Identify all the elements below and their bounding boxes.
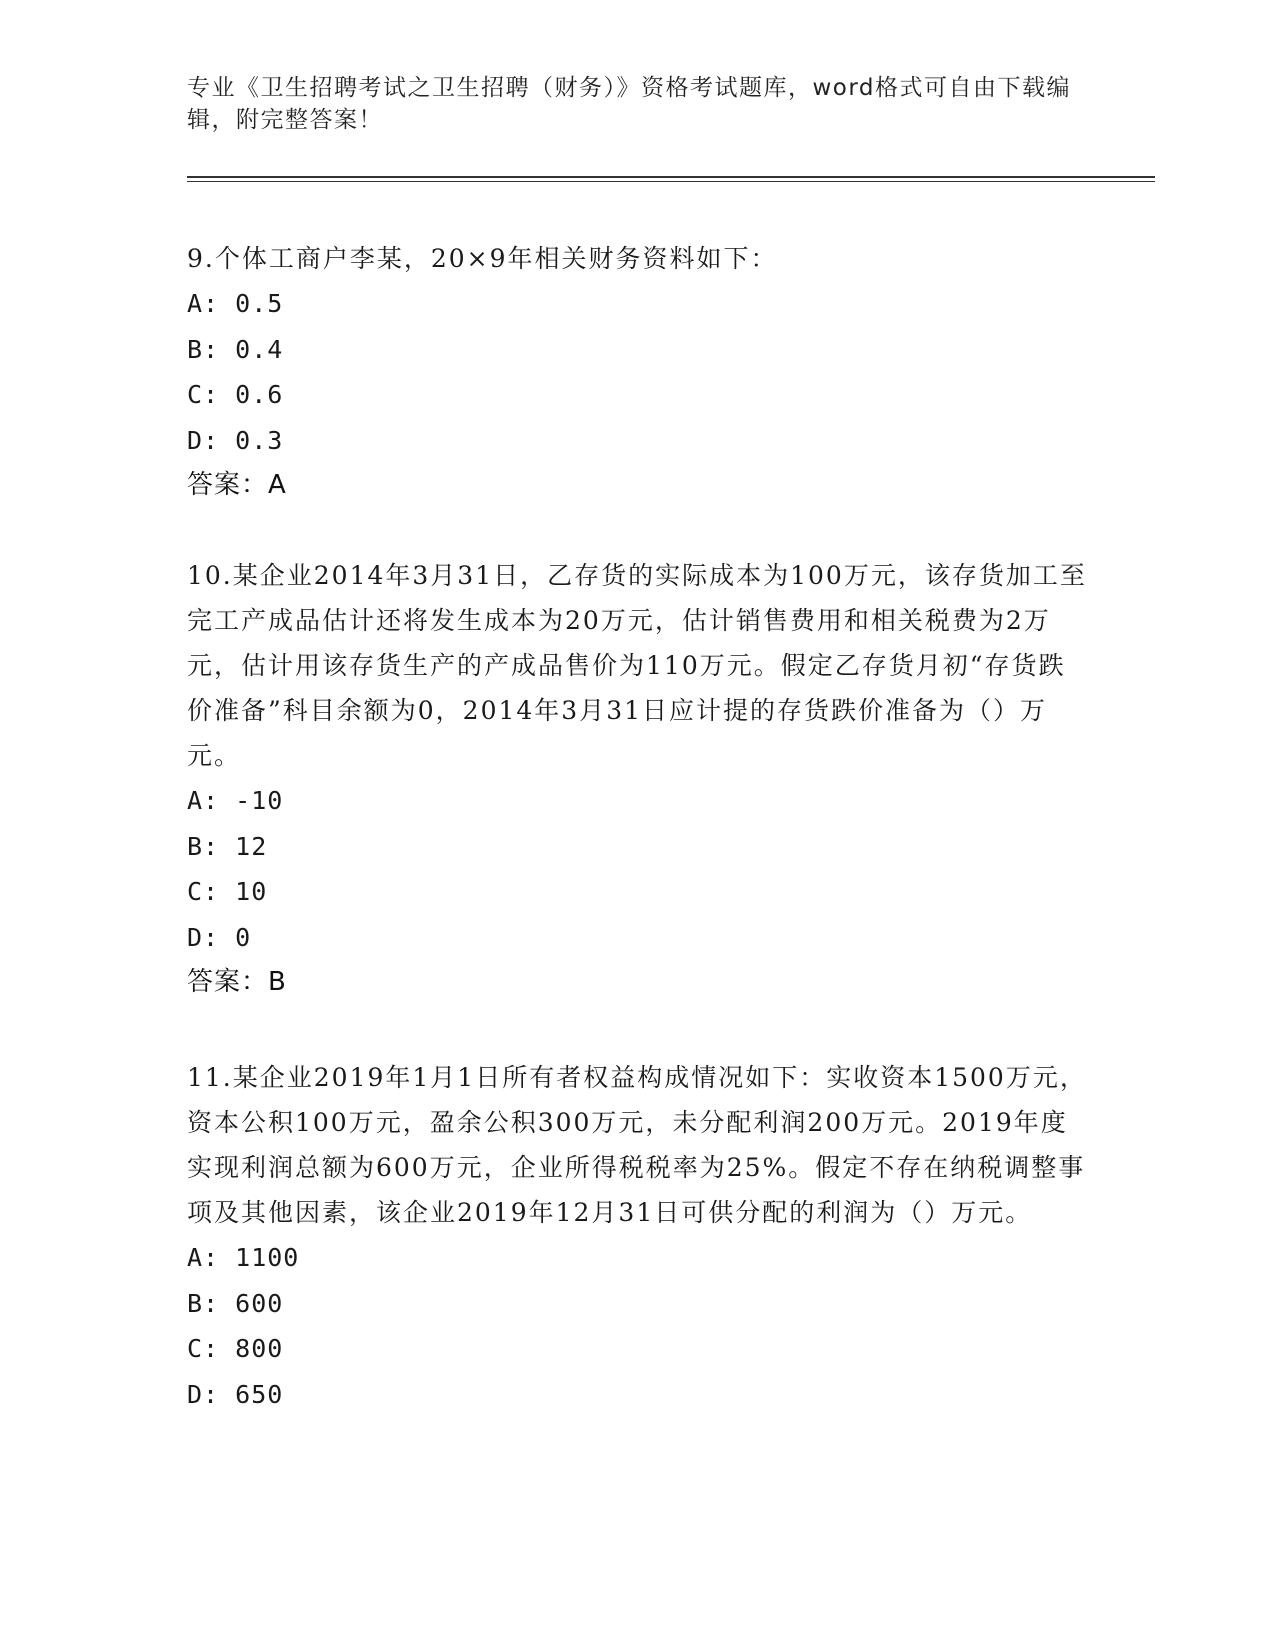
answer-label: 答案：B <box>187 967 287 997</box>
document-header: 专业《卫生招聘考试之卫生招聘（财务）》资格考试题库，word格式可自由下载编辑，附完整答案！ <box>187 75 1072 133</box>
question-10 <box>187 553 1087 1005</box>
option-d: D: 0 <box>187 922 252 952</box>
option-c: C: 0.6 <box>187 380 284 409</box>
option-a: A: 1100 <box>187 1243 300 1272</box>
option-c: C: 800 <box>187 1334 284 1363</box>
option-b: B: 0.4 <box>187 334 284 364</box>
option-c: C: 10 <box>187 877 268 906</box>
answer-label: 答案：A <box>187 470 287 500</box>
option-b: B: 12 <box>187 831 268 861</box>
question-stem: 11.某企业2019年1月1日所有者权益构成情况如下：实收资本1500万元，资本公积100万元，盈余公积300万元，未分配利润200万元。2019年度实现利润总额为600万元，企业所得税税率为25%。假定不存在纳税调整事项及其他因素，该企业2019年12月31日可供分配的利润为（）万元。 <box>187 1063 1087 1227</box>
option-a: A: 0.5 <box>187 289 284 318</box>
header-divider-thin <box>187 181 1155 182</box>
option-d: D: 0.3 <box>187 425 284 455</box>
question-stem: 10.某企业2014年3月31日，乙存货的实际成本为100万元，该存货加工至完工产成品估计还将发生成本为20万元，估计销售费用和相关税费为2万元，估计用该存货生产的产成品售价为110万元。假定乙存货月初“存货跌价准备”科目余额为0，2014年3月31日应计提的存货跌价准备为（）万元。 <box>187 561 1087 770</box>
question-stem: 9.个体工商户李某，20×9年相关财务资料如下： <box>187 244 778 273</box>
option-b: B: 600 <box>187 1288 284 1318</box>
option-d: D: 650 <box>187 1379 284 1409</box>
header-divider <box>187 176 1155 178</box>
question-9 <box>187 236 1087 508</box>
question-11 <box>187 1055 1087 1417</box>
option-a: A: -10 <box>187 786 284 815</box>
